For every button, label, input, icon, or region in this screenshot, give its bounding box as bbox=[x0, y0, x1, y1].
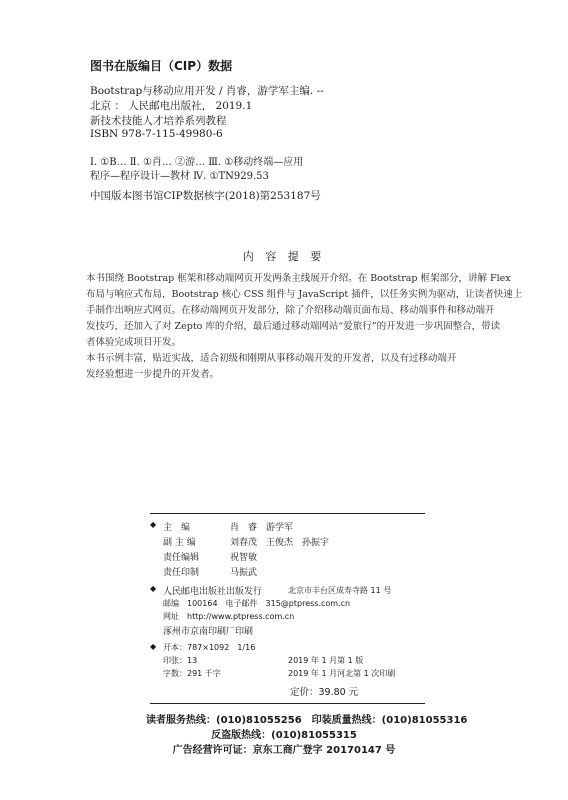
cip-line: Bootstrap与移动应用开发 / 肖睿，游学军主编. -- bbox=[90, 85, 324, 97]
classification-line: 程序—程序设计—教材 Ⅳ. ①TN929.53 bbox=[90, 171, 269, 182]
summary-line: 本书示例丰富，贴近实战，适合初级和刚期从事移动端开发的开发者，以及有过移动端开 bbox=[86, 353, 457, 364]
summary-line: 者体验完成项目开发。 bbox=[86, 337, 182, 348]
responsible-editor: 祝智敏 bbox=[230, 553, 258, 563]
cip-line: 北京 ： 人民邮电出版社， 2019.1 bbox=[90, 100, 253, 112]
bullet-icon: ◆ bbox=[150, 584, 157, 593]
summary-line: 发技巧，还加入了对 Zepto 库的介绍，最后通过移动端网站“爱旅行”的开发进一步巩固整合，带读 bbox=[86, 321, 501, 332]
postcode-email: 邮编 100164 电子邮件 315@ptpress.com.cn bbox=[163, 599, 351, 608]
classification-line: Ⅰ. ①B… Ⅱ. ①肖… ②游… Ⅲ. ①移动终端—应用 bbox=[90, 157, 304, 168]
editors: 肖 睿 游学军 bbox=[230, 523, 294, 533]
format: 开本：787×1092 1/16 bbox=[163, 643, 256, 652]
printer: 涿州市京南印刷厂印刷 bbox=[163, 627, 254, 637]
cip-line: 新技术技能人才培养系列教程 bbox=[90, 115, 227, 127]
print-label: 责任印制 bbox=[163, 568, 200, 578]
summary-line: 布局与响应式布局，Bootstrap 核心 CSS 组件与 JavaScript 插件，以任务实例为驱动，让读者快速上 bbox=[86, 289, 523, 300]
responsible-label: 责任编辑 bbox=[163, 553, 200, 563]
printing: 2019 年 1 月河北第 1 次印刷 bbox=[288, 669, 396, 678]
deputy-editors: 刘春茂 王俊杰 孙振宇 bbox=[230, 538, 330, 548]
print-manager: 马振武 bbox=[230, 568, 258, 578]
cip-line: ISBN 978-7-115-49980-6 bbox=[90, 128, 223, 140]
publisher: 人民邮电出版社出版发行 bbox=[163, 587, 263, 597]
cip-number: 中国版本图书馆CIP数据核字(2018)第253187号 bbox=[90, 190, 321, 202]
sheets: 印张：13 bbox=[163, 656, 198, 665]
edition: 2019 年 1 月第 1 版 bbox=[288, 656, 364, 665]
summary-line: 手制作出响应式网页。在移动端网页开发部分，除了介绍移动端页面布局、移动端事件和移动端开 bbox=[86, 305, 495, 316]
publisher-address: 北京市丰台区成寿寺路 11 号 bbox=[288, 586, 392, 595]
word-count: 字数：291 千字 bbox=[163, 669, 221, 678]
colophon-top-rule bbox=[150, 513, 425, 514]
cip-title: 图书在版编目（CIP）数据 bbox=[90, 59, 233, 73]
website: 网址 http://www.ptpress.com.cn bbox=[163, 612, 295, 621]
bullet-icon: ◆ bbox=[150, 642, 157, 651]
bullet-icon: ◆ bbox=[150, 520, 157, 529]
summary-line: 发经验想进一步提升的开发者。 bbox=[86, 369, 220, 380]
editors-label: 主 编 bbox=[163, 523, 191, 533]
colophon-bottom-rule bbox=[150, 703, 425, 704]
deputy-label: 副 主 编 bbox=[163, 538, 196, 548]
summary-line: 本书围绕 Bootstrap 框架和移动端网页开发两条主线展开介绍。在 Bootstrap 框架部分，讲解 Flex bbox=[86, 273, 511, 284]
summary-title: 内 容 提 要 bbox=[242, 250, 326, 263]
reader-hotline: 读者服务热线：(010)81055256 印装质量热线：(010)81055316 bbox=[146, 715, 468, 726]
price: 定价：39.80 元 bbox=[290, 687, 359, 698]
piracy-hotline: 反盗版热线：(010)81055315 bbox=[211, 730, 357, 741]
ad-license: 广告经营许可证：京东工商广登字 20170147 号 bbox=[172, 745, 396, 756]
